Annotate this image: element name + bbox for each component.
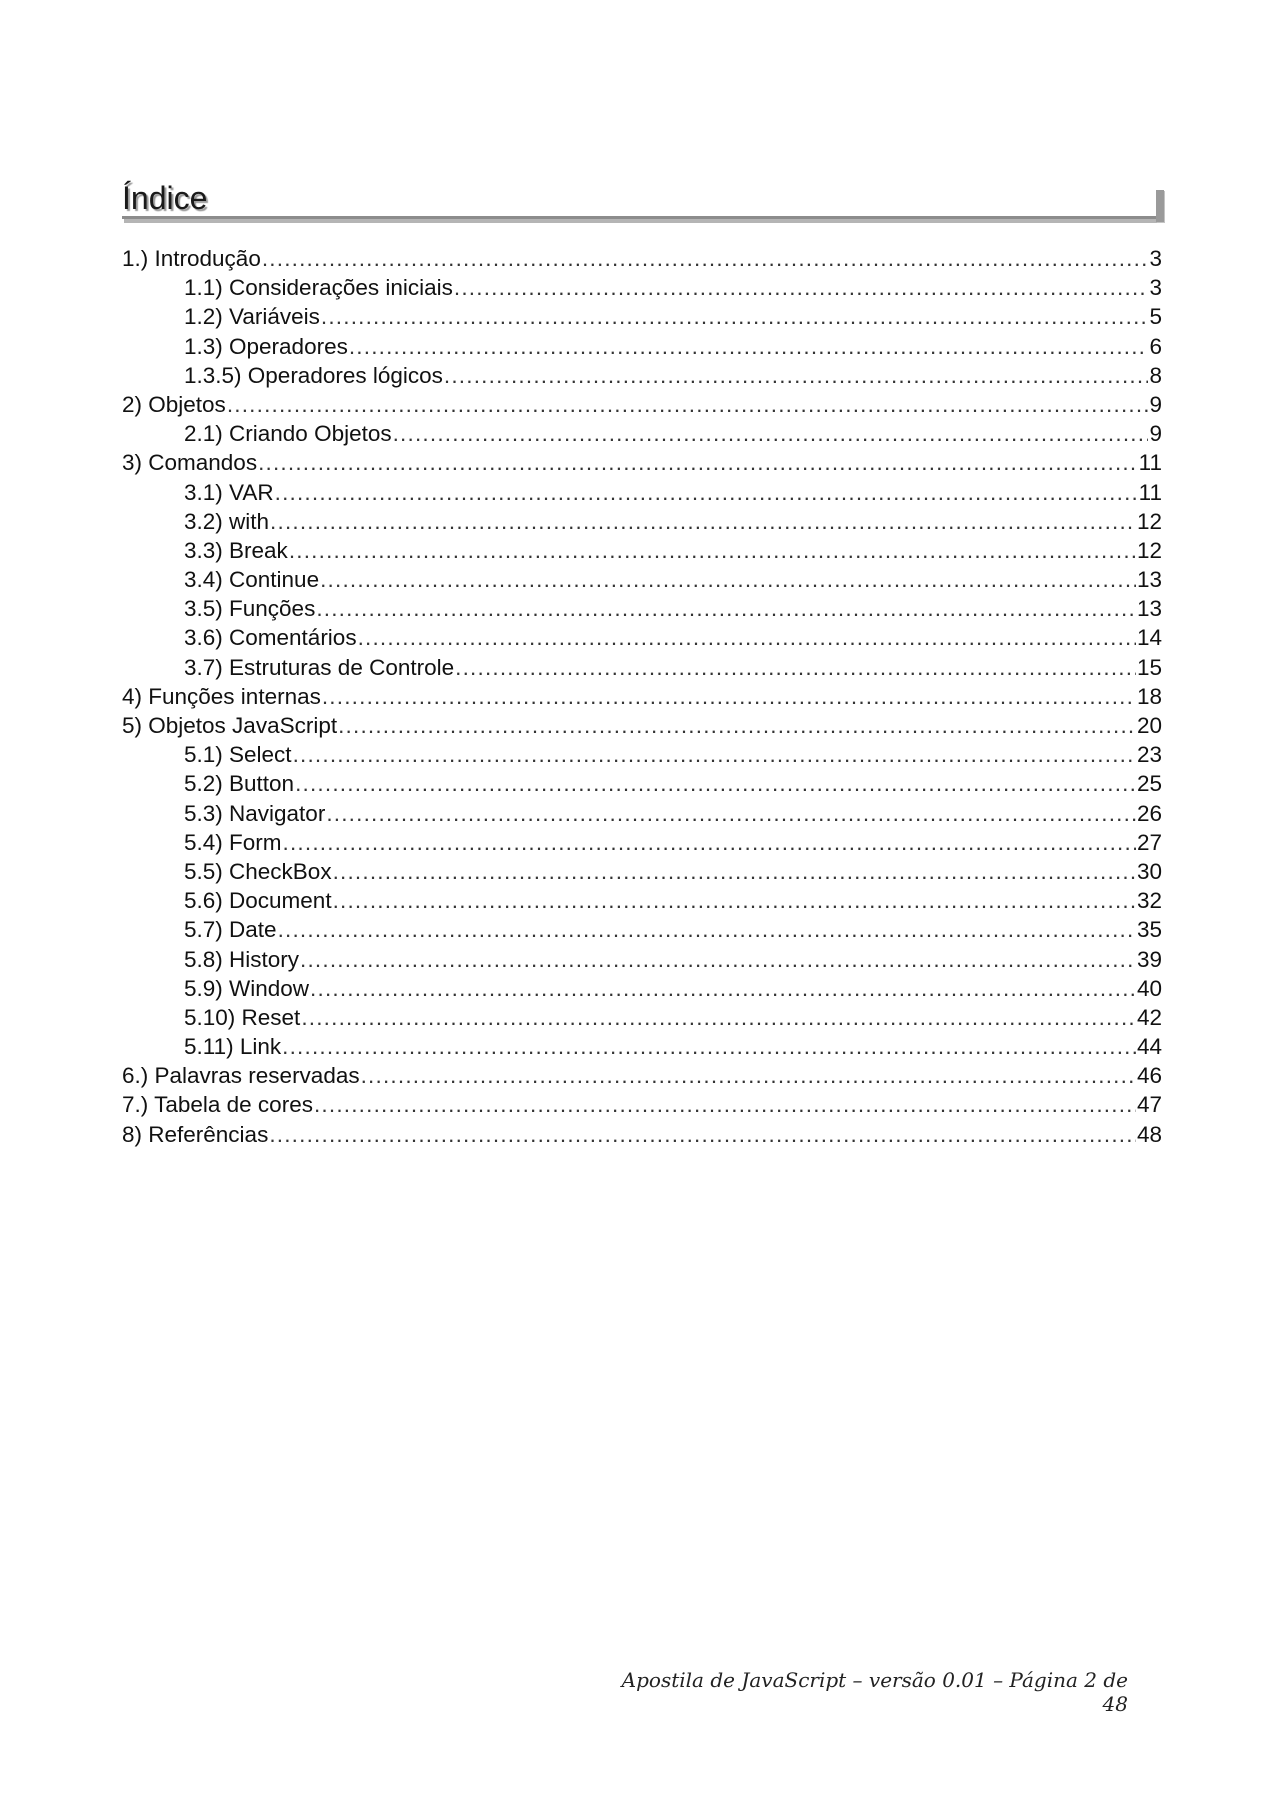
- toc-entry[interactable]: [122, 740, 1162, 769]
- toc-entry-label: 3.2) with: [184, 508, 270, 534]
- toc-dot-leader: [289, 536, 1136, 565]
- toc-entry-page: 9: [1149, 421, 1162, 447]
- toc-entry[interactable]: [122, 915, 1162, 944]
- toc-entry-page: 40: [1136, 975, 1162, 1001]
- toc-entry-page: 8: [1149, 362, 1162, 388]
- toc-entry-label: 5.5) CheckBox: [184, 858, 332, 884]
- toc-entry-page: 14: [1136, 625, 1162, 651]
- toc-entry-page: 35: [1136, 917, 1162, 943]
- toc-entry-label: 3.1) VAR: [184, 479, 274, 505]
- toc-entry[interactable]: [122, 244, 1162, 273]
- toc-entry-label: 4) Funções internas: [122, 683, 321, 709]
- toc-entry-label: 8) Referências: [122, 1121, 269, 1147]
- toc-dot-leader: [314, 1090, 1136, 1119]
- toc-entry-page: 32: [1136, 888, 1162, 914]
- toc-entry-label: 5.6) Document: [184, 888, 332, 914]
- toc-entry[interactable]: [122, 419, 1162, 448]
- toc-entry-label: 3.6) Comentários: [184, 625, 357, 651]
- toc-dot-leader: [338, 711, 1136, 740]
- toc-entry-page: 39: [1136, 946, 1162, 972]
- toc-entry[interactable]: [122, 390, 1162, 419]
- toc-entry-label: 3.5) Funções: [184, 596, 316, 622]
- toc-entry-page: 47: [1136, 1092, 1162, 1118]
- heading-tab-decoration: [1156, 190, 1164, 222]
- toc-entry-label: 5.10) Reset: [184, 1004, 301, 1030]
- toc-entry-label: 2) Objetos: [122, 391, 226, 417]
- toc-entry[interactable]: [122, 1003, 1162, 1032]
- toc-entry[interactable]: [122, 1090, 1162, 1119]
- toc-entry[interactable]: [122, 1120, 1162, 1149]
- toc-entry-page: 12: [1136, 537, 1162, 563]
- toc-dot-leader: [278, 915, 1136, 944]
- toc-entry-label: 1.3.5) Operadores lógicos: [184, 362, 443, 388]
- toc-entry[interactable]: [122, 682, 1162, 711]
- toc-entry-label: 5) Objetos JavaScript: [122, 713, 338, 738]
- toc-dot-leader: [270, 507, 1136, 536]
- toc-entry-label: 1.) Introdução: [122, 246, 261, 271]
- toc-dot-leader: [316, 594, 1136, 623]
- toc-entry-label: 3.4) Continue: [184, 567, 320, 593]
- toc-entry-page: 26: [1136, 800, 1162, 826]
- toc-entry-page: 27: [1136, 829, 1162, 855]
- toc-entry-page: 13: [1136, 567, 1162, 593]
- toc-entry-page: 48: [1136, 1121, 1162, 1147]
- toc-entry[interactable]: [122, 536, 1162, 565]
- toc-entry-label: 3.3) Break: [184, 537, 288, 563]
- page-heading: [122, 172, 1162, 226]
- page-title: Índice: [122, 180, 208, 216]
- toc-dot-leader: [300, 945, 1136, 974]
- toc-dot-leader: [358, 623, 1136, 652]
- toc-entry[interactable]: [122, 799, 1162, 828]
- toc-entry-page: 9: [1149, 391, 1162, 417]
- toc-dot-leader: [454, 273, 1149, 302]
- toc-entry[interactable]: [122, 769, 1162, 798]
- toc-dot-leader: [333, 886, 1136, 915]
- toc-dot-leader: [227, 390, 1149, 419]
- toc-dot-leader: [321, 302, 1149, 331]
- toc-dot-leader: [282, 1032, 1136, 1061]
- toc-dot-leader: [310, 974, 1136, 1003]
- toc-dot-leader: [455, 653, 1136, 682]
- toc-dot-leader: [262, 244, 1149, 273]
- toc-entry[interactable]: [122, 302, 1162, 331]
- toc-dot-leader: [361, 1061, 1136, 1090]
- toc-entry-page: 42: [1136, 1004, 1162, 1030]
- toc-entry-label: 3) Comandos: [122, 450, 258, 476]
- toc-entry-label: 5.11) Link: [184, 1034, 282, 1060]
- toc-entry-label: 3.7) Estruturas de Controle: [184, 654, 455, 680]
- toc-entry[interactable]: [122, 361, 1162, 390]
- toc-dot-leader: [269, 1120, 1136, 1149]
- toc-dot-leader: [322, 682, 1136, 711]
- table-of-contents: [122, 244, 1162, 1149]
- toc-entry[interactable]: [122, 711, 1162, 740]
- toc-entry-label: 1.2) Variáveis: [184, 304, 320, 330]
- toc-entry-label: 7.) Tabela de cores: [122, 1092, 313, 1118]
- toc-entry[interactable]: [122, 623, 1162, 652]
- toc-entry[interactable]: [122, 594, 1162, 623]
- toc-entry-label: 5.1) Select: [184, 742, 292, 768]
- toc-entry[interactable]: [122, 478, 1162, 507]
- toc-dot-leader: [293, 740, 1136, 769]
- toc-entry-label: 1.1) Considerações iniciais: [184, 275, 453, 301]
- toc-entry-page: 18: [1136, 683, 1162, 709]
- toc-entry-page: 3: [1149, 275, 1162, 301]
- toc-dot-leader: [393, 419, 1149, 448]
- toc-dot-leader: [326, 799, 1136, 828]
- toc-entry[interactable]: [122, 273, 1162, 302]
- toc-entry-page: 25: [1136, 771, 1162, 797]
- toc-entry-page: 11: [1138, 450, 1162, 476]
- toc-dot-leader: [333, 857, 1136, 886]
- toc-entry-page: 13: [1136, 596, 1162, 622]
- toc-entry-page: 30: [1136, 858, 1162, 884]
- toc-entry-label: 1.3) Operadores: [184, 333, 348, 359]
- page-footer: Apostila de JavaScript – versão 0.01 – Página 2 de 48: [621, 1668, 1128, 1716]
- toc-entry[interactable]: [122, 448, 1162, 477]
- toc-entry[interactable]: [122, 1032, 1162, 1061]
- toc-entry[interactable]: [122, 886, 1162, 915]
- toc-entry-label: 5.4) Form: [184, 829, 282, 855]
- toc-entry-label: 5.3) Navigator: [184, 800, 326, 826]
- heading-underline-shadow: [124, 219, 1164, 223]
- toc-entry-label: 2.1) Criando Objetos: [184, 421, 392, 447]
- toc-entry-page: 6: [1149, 333, 1162, 359]
- toc-dot-leader: [301, 1003, 1136, 1032]
- toc-entry[interactable]: [122, 1061, 1162, 1090]
- toc-entry[interactable]: [122, 857, 1162, 886]
- toc-entry-page: 15: [1136, 654, 1162, 680]
- toc-entry-page: 5: [1149, 304, 1162, 330]
- toc-entry-page: 44: [1136, 1034, 1162, 1060]
- toc-entry-label: 5.2) Button: [184, 771, 295, 797]
- toc-entry-label: 5.9) Window: [184, 975, 310, 1001]
- toc-entry[interactable]: [122, 974, 1162, 1003]
- toc-entry[interactable]: [122, 828, 1162, 857]
- toc-entry-page: 23: [1136, 742, 1162, 768]
- toc-entry-page: 12: [1136, 508, 1162, 534]
- toc-entry-page: 3: [1149, 246, 1162, 271]
- toc-dot-leader: [283, 828, 1136, 857]
- toc-dot-leader: [275, 478, 1138, 507]
- toc-dot-leader: [349, 332, 1149, 361]
- toc-dot-leader: [444, 361, 1149, 390]
- toc-dot-leader: [295, 769, 1136, 798]
- toc-dot-leader: [320, 565, 1136, 594]
- toc-entry[interactable]: [122, 565, 1162, 594]
- toc-entry[interactable]: [122, 332, 1162, 361]
- toc-entry-page: 20: [1136, 713, 1162, 738]
- toc-entry-label: 5.7) Date: [184, 917, 277, 943]
- toc-entry[interactable]: [122, 653, 1162, 682]
- toc-entry-page: 46: [1136, 1063, 1162, 1089]
- toc-entry-label: 5.8) History: [184, 946, 300, 972]
- toc-entry[interactable]: [122, 507, 1162, 536]
- toc-dot-leader: [258, 448, 1138, 477]
- toc-entry-label: 6.) Palavras reservadas: [122, 1063, 360, 1089]
- toc-entry[interactable]: [122, 945, 1162, 974]
- toc-entry-page: 11: [1138, 479, 1162, 505]
